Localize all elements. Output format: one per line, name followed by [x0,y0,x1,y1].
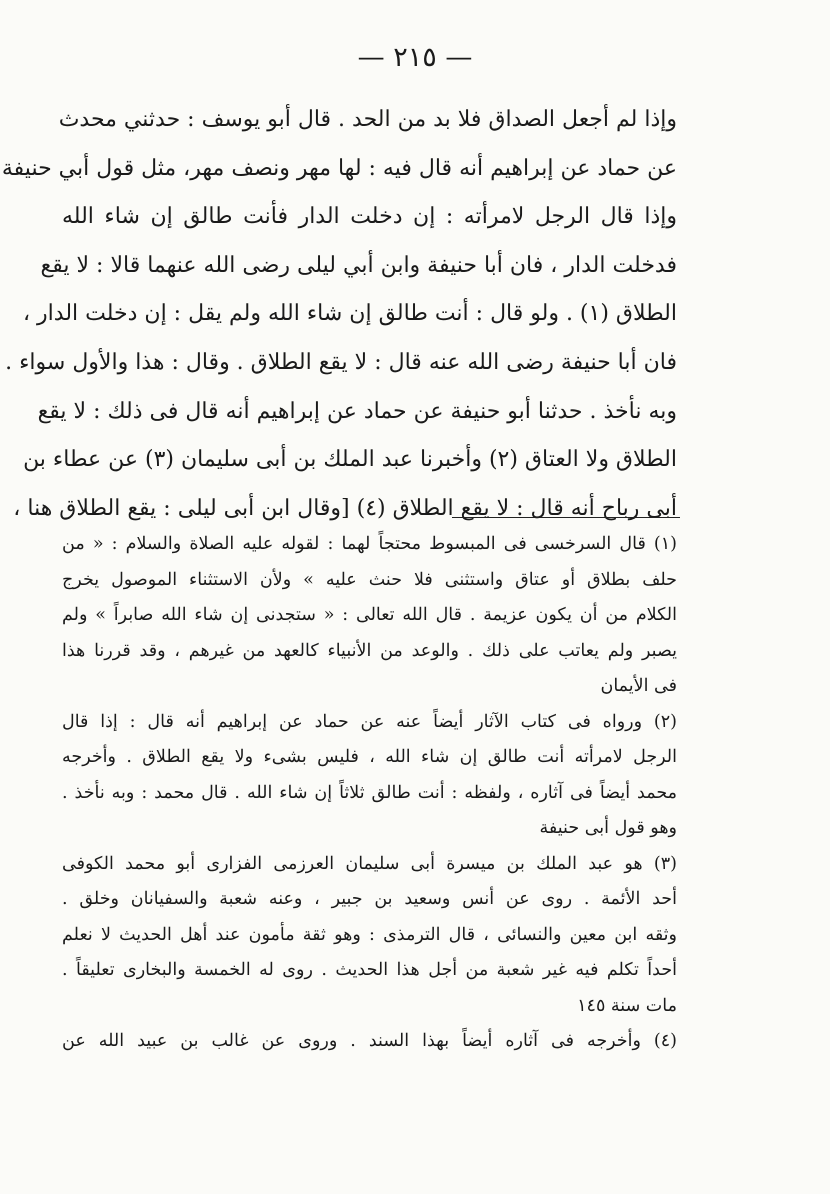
main-text [1,96,677,533]
footnote-line: (٢) ورواه فى كتاب الآثار أيضاً عنه عن حماد عن إبراهيم أنه قال : إذا قال [62,711,677,732]
footnote-line: (٤) وأخرجه فى آثاره أيضاً بهذا السند . وروى عن غالب بن عبيد الله عن [62,1031,677,1051]
footnote-line: وثقه ابن معين والنسائى ، قال الترمذى : وهو ثقة مأمون عند أهل الحديث لا نعلم [62,924,677,945]
footnote-line: أحد الأئمة . روى عن أنس وسعيد بن جبير ، وعنه شعبة والسفيانان وخلق . [62,889,677,909]
text-line: فدخلت الدار ، فان أبا حنيفة وابن أبي ليلى رضى الله عنهما قالا : لا يقع [40,252,677,278]
footnote-line: الكلام من أن يكون عزيمة . قال الله تعالى : « ستجدنى إن شاء الله صابراً » ولم [62,605,677,625]
footnote-line: فى الأيمان [600,676,677,696]
footnotes [62,527,677,1060]
text-line: أبى رباح أنه قال : لا يقع الطلاق (٤) [وقال ابن أبى ليلى : يقع الطلاق هنا ، [13,495,677,521]
footnote-line: مات سنة ١٤٥ [577,995,677,1016]
footnote-line: محمد أيضاً فى آثاره ، ولفظه : أنت طالق ثلاثاً إن شاء الله . قال محمد : وبه نأخذ . [62,782,677,803]
footnote-line: (١) قال السرخسى فى المبسوط محتجاً لهما : لقوله عليه الصلاة والسلام : « من [62,534,677,554]
footnote-line: يصبر ولم يعاتب على ذلك . والوعد من الأنبياء كالعهد من غيرهم ، وقد قررنا هذا [62,640,677,661]
text-line: وإذا لم أجعل الصداق فلا بد من الحد . قال أبو يوسف : حدثني محدث [58,107,677,132]
text-line: وبه نأخذ . حدثنا أبو حنيفة عن حماد عن إبراهيم أنه قال فى ذلك : لا يقع [37,398,677,424]
footnote-line: الرجل لامرأته أنت طالق إن شاء الله ، فليس بشىء ولا يقع الطلاق . وأخرجه [62,747,677,767]
text-line: عن حماد عن إبراهيم أنه قال فيه : لها مهر ونصف مهر، مثل قول أبي حنيفة [1,155,677,181]
text-line: الطلاق (١) . ولو قال : أنت طالق إن شاء الله ولم يقل : إن دخلت الدار ، [22,301,677,327]
footnote-line: (٣) هو عبد الملك بن ميسرة أبى سليمان العرزمى الفزارى أبو محمد الكوفى [62,853,677,874]
footnote-line: حلف بطلاق أو عتاق واستثنى فلا حنث عليه » ولأن الاستثناء الموصول يخرج [62,569,677,590]
text-line: وإذا قال الرجل لامرأته : إن دخلت الدار فأنت طالق إن شاء الله [62,204,677,230]
page-number: — ٢١٥ — [357,42,473,73]
text-line: الطلاق ولا العتاق (٢) وأخبرنا عبد الملك بن أبى سليمان (٣) عن عطاء بن [23,447,677,473]
footnote-line: وهو قول أبى حنيفة [539,818,677,838]
text-line: فان أبا حنيفة رضى الله عنه قال : لا يقع الطلاق . وقال : هذا والأول سواء . [5,349,677,375]
footnote-divider [452,517,680,518]
footnote-line: أحداً تكلم فيه غير شعبة من أجل هذا الحديث . روى له الخمسة والبخارى تعليقاً . [62,960,677,980]
